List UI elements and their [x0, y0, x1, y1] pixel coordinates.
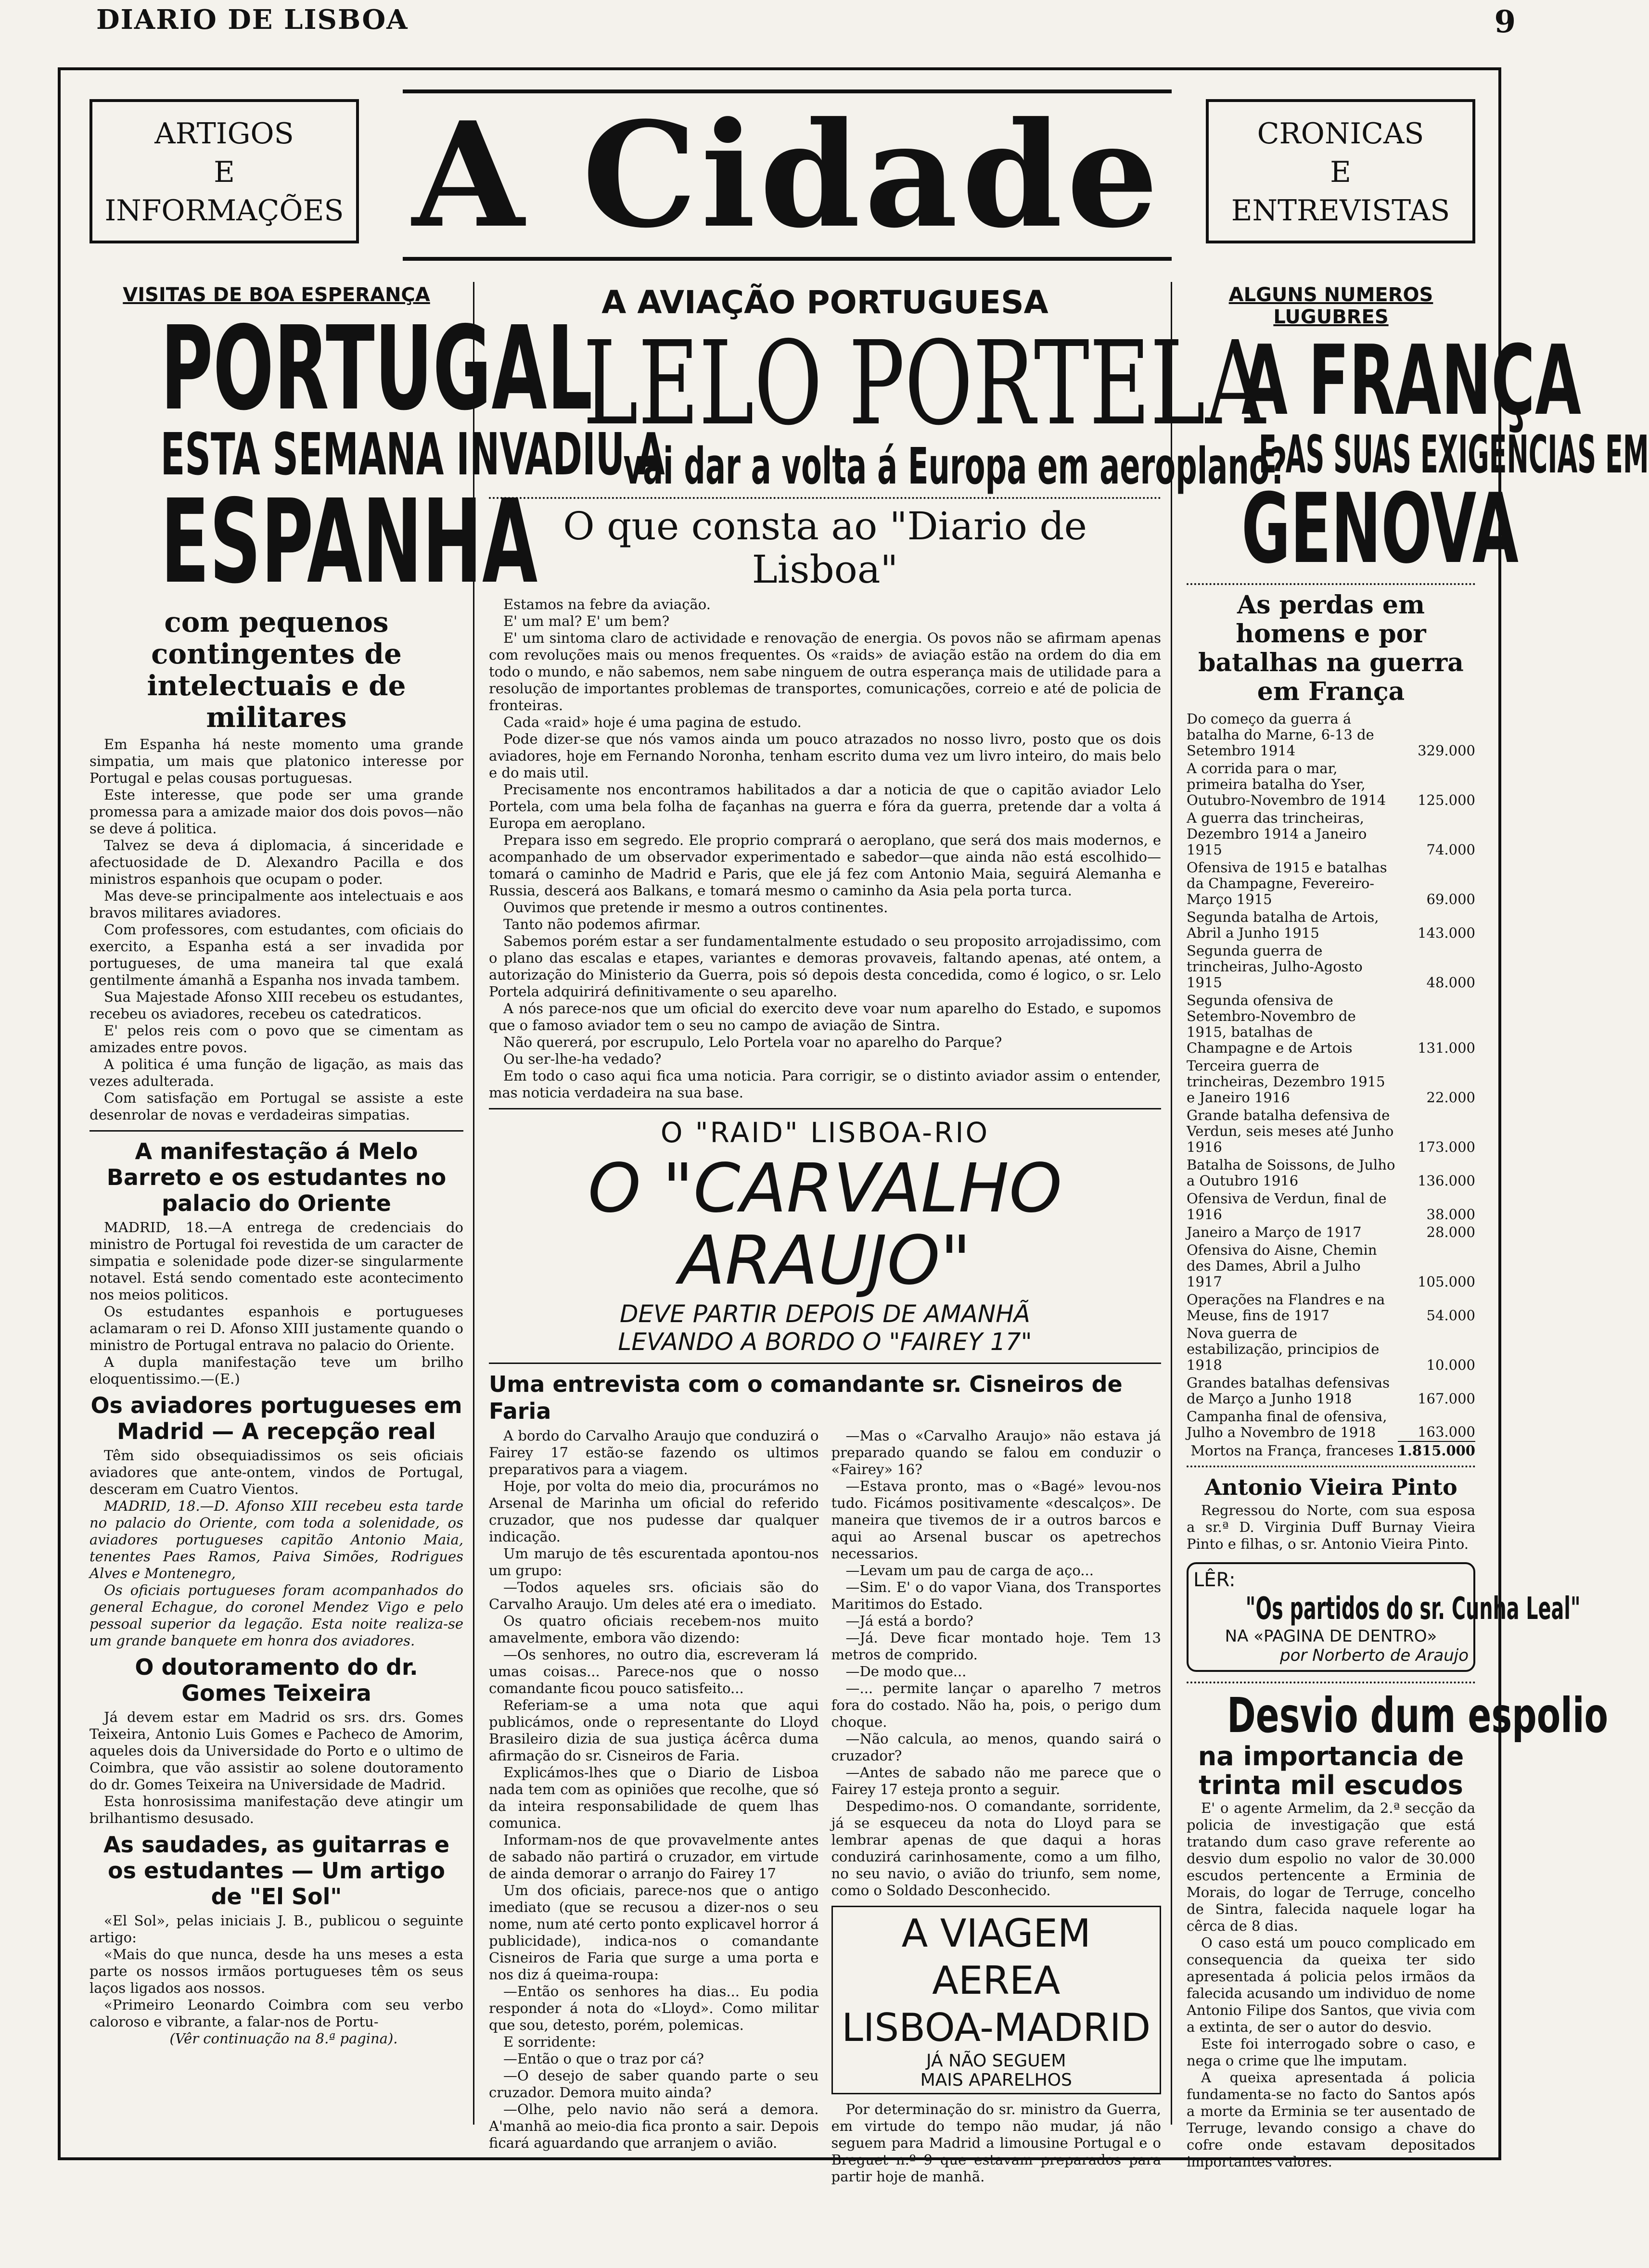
masthead-right-line: E	[1330, 155, 1351, 189]
paragraph: E' um mal? E' um bem?	[503, 613, 670, 629]
loss-period: Segunda guerra de trincheiras, Julho-Agosto 1915	[1187, 943, 1363, 991]
kicker: ALGUNS NUMEROS LUGUBRES	[1228, 284, 1433, 328]
paragraph: —O desejo de saber quando parte o seu cruzador. Demora muito ainda?	[489, 2067, 819, 2101]
paragraph: «El Sol», pelas iniciais J. B., publicou o seguinte artigo:	[89, 1912, 463, 1946]
headline: vai dar a volta á Europa em aeroplano?	[623, 437, 1287, 496]
paragraph: Talvez se deva á diplomacia, á sinceridade e afectuosidade de D. Alexandro Pacilla e dos ministros espanhois que ocupam o poder.	[89, 837, 463, 887]
article-body	[89, 1219, 463, 1388]
article-heading: O doutoramento do dr. Gomes Teixeira	[135, 1654, 418, 1706]
paragraph: —... permite lançar o aparelho 7 metros fora do costado. Não ha, pois, o perigo dum choque.	[831, 1680, 1161, 1730]
headline: ESPANHA	[160, 474, 538, 609]
article-body	[89, 1912, 463, 2047]
paragraph: Um marujo de tês escurentada apontou-nos um grupo:	[489, 1545, 819, 1579]
section-title	[378, 89, 1196, 260]
paragraph: Referiam-se a uma nota que aqui publicámos, onde o representante do Lloyd Brasileiro dizia de sua justiça ácêrca duma afirmação do sr. Cisneiros de Faria.	[489, 1697, 819, 1764]
loss-value: 167.000	[1418, 1390, 1475, 1407]
paragraph: A bordo do Carvalho Araujo que conduzirá o Fairey 17 estão-se fazendo os ultimos preparativos para a viagem.	[489, 1427, 819, 1478]
loss-value: 28.000	[1426, 1224, 1475, 1240]
paragraph: «Mais do que nunca, desde ha uns meses a esta parte os nossos irmãos portugueses têm os seus laços ligados aos nossos.	[89, 1946, 463, 1996]
headline: A FRANÇA	[1241, 325, 1582, 437]
loss-value: 131.000	[1418, 1040, 1475, 1056]
subheadline: DEVE PARTIR DEPOIS DE AMANHÃ	[619, 1300, 1031, 1328]
article-body	[1187, 1800, 1475, 2170]
masthead-right-line: ENTREVISTAS	[1231, 194, 1450, 228]
losses-row	[1187, 1374, 1475, 1408]
headline: LELO PORTELA	[583, 316, 1266, 451]
article-body	[489, 1427, 819, 2185]
losses-row	[1187, 760, 1475, 809]
paragraph: Prepara isso em segredo. Ele proprio comprará o aeroplano, que será dos mais modernos, e acompanhado de um observador experimentado e sabedor—que ainda não está escolhido—tomará o caminho de Madrid e Paris, que ele já fez com Antonio Maia, seguirá Alemanha e Russia, descerá aos Balkans, e tomará mesmo o caminho da Asia pela porta turca.	[489, 832, 1161, 899]
loss-value: 54.000	[1426, 1307, 1475, 1324]
paragraph: Já devem estar em Madrid os srs. drs. Gomes Teixeira, Antonio Luis Gomes e Pacheco de Amorim, aqueles dois da Universidade do Porto e o ultimo de Coimbra, que vão assistir ao solene doutoramento do dr. Gomes Teixeira na Universidade de Madrid.	[89, 1709, 463, 1793]
paragraph: —Não calcula, ao menos, quando sairá o cruzador?	[831, 1731, 1161, 1764]
paragraph: Despedimo-nos. O comandante, sorridente, já se esqueceu da nota do Lloyd para se lembrar apenas de que daqui a horas conduzirá carinhosamente, como a um filho, no seu navio, o avião do triunfo, sem nome, como o Soldado Desconhecido.	[831, 1798, 1161, 1898]
paragraph: A politica é uma função de ligação, as mais das vezes adulterada.	[89, 1056, 463, 1089]
loss-value: 69.000	[1426, 891, 1475, 907]
losses-row	[1187, 1057, 1475, 1107]
newspaper-name: DIARIO DE LISBOA	[96, 4, 409, 36]
divider	[489, 1363, 1161, 1364]
paragraph: —Estava pronto, mas o «Bagé» levou-nos tudo. Ficámos positivamente «descalços». De maneira que tivemos de ir a outros barcos e aqui ao Arsenal buscar os apetrechos necessarios.	[831, 1478, 1161, 1562]
paragraph: Cada «raid» hoje é uma pagina de estudo.	[503, 714, 802, 730]
paragraph: Em todo o caso aqui fica uma noticia. Para corrigir, se o distinto aviador assim o entender, mas noticia verdadeira na sua base.	[489, 1068, 1161, 1101]
article-heading: Uma entrevista com o comandante sr. Cisneiros de Faria	[489, 1371, 1123, 1424]
losses-table	[1187, 710, 1475, 1460]
article-body	[831, 2101, 1162, 2185]
loss-period: Segunda batalha de Artois, Abril a Junho 1915	[1187, 909, 1379, 941]
masthead-left-line: ARTIGOS	[154, 117, 294, 151]
paragraph: —Antes de sabado não me parece que o Fairey 17 esteja pronto a seguir.	[831, 1764, 1161, 1797]
subheadline: MAIS APARELHOS	[920, 2070, 1072, 2090]
paragraph: Ouvimos que pretende ir mesmo a outros continentes.	[503, 899, 888, 916]
losses-row	[1187, 1107, 1475, 1156]
viagem-box	[831, 1906, 1162, 2094]
paragraph: Mas deve-se principalmente aos intelectuais e aos bravos militares aviadores.	[89, 888, 463, 921]
divider	[1187, 1682, 1475, 1683]
article-body	[1187, 1502, 1475, 1553]
loss-period: Campanha final de ofensiva, Julho a Novembro de 1918	[1187, 1408, 1387, 1440]
losses-row	[1187, 1291, 1475, 1325]
paragraph: Este foi interrogado sobre o caso, e nega o crime que lhe imputam.	[1187, 2036, 1475, 2069]
paragraph: Pode dizer-se que nós vamos ainda um pouco atrazados no nosso livro, posto que os dois aviadores, hoje em Fernando Noronha, tenham escrito duma vez um livro inteiro, do mais belo e do mais util.	[489, 731, 1161, 781]
loss-value: 163.000	[1418, 1424, 1475, 1440]
losses-row	[1187, 908, 1475, 942]
divider	[89, 1130, 463, 1132]
paragraph: Com professores, com estudantes, com oficiais do exercito, a Espanha está a ser invadida por portugueses, de uma maneira tal que exalá gentilmente ámanhã a Espanha nos invada tambem.	[89, 921, 463, 988]
paragraph: Os oficiais portugueses foram acompanhados do general Echague, do coronel Mendez Vigo e pelo pessoal superior da legação. Esta noite realiza-se um grande banquete em honra dos aviadores.	[89, 1582, 463, 1649]
masthead-left-box	[89, 99, 359, 243]
divider	[489, 497, 1161, 499]
losses-row	[1187, 1408, 1475, 1441]
paragraph: Tanto não podemos afirmar.	[503, 916, 701, 932]
total-value: 1.815.000	[1397, 1442, 1475, 1459]
paragraph: Estamos na febre da aviação.	[503, 596, 711, 612]
paragraph: Têm sido obsequiadissimos os seis oficiais aviadores que ante-ontem, vindos de Portugal, desceram em Cuatro Vientos.	[89, 1447, 463, 1497]
loss-value: 125.000	[1418, 792, 1475, 808]
paragraph: —Os senhores, no outro dia, escreveram lá umas coisas... Parece-nos que o nosso comandante ficou pouco satisfeito...	[489, 1646, 819, 1696]
paragraph: —Sim. E' o do vapor Viana, dos Transportes Maritimos do Estado.	[831, 1579, 1161, 1612]
paragraph: Sua Majestade Afonso XIII recebeu os estudantes, recebeu os aviadores, recebeu os catedraticos.	[89, 989, 463, 1022]
subheadline: O que consta ao "Diario de Lisboa"	[563, 504, 1087, 592]
losses-row	[1187, 809, 1475, 859]
paragraph: Esta honrosissima manifestação deve atingir um brilhantismo desusado.	[89, 1793, 463, 1826]
loss-value: 136.000	[1418, 1172, 1475, 1189]
paragraph: Os quatro oficiais recebem-nos muito amavelmente, embora vão dizendo:	[489, 1613, 819, 1646]
losses-row	[1187, 942, 1475, 992]
loss-period: Grande batalha defensiva de Verdun, seis meses até Junho 1916	[1187, 1107, 1394, 1155]
article-heading: As saudades, as guitarras e os estudantes — Um artigo de "El Sol"	[103, 1832, 450, 1910]
loss-period: Operações na Flandres e na Meuse, fins de 1917	[1187, 1291, 1385, 1324]
paragraph: O caso está um pouco complicado em consequencia da queixa ter sido apresentada á policia pelos irmãos da falecida acusando um individuo de nome Antonio Filipe dos Santos, que vivia com a extinta, de ser o autor do desvio.	[1187, 1935, 1475, 2035]
total-label: Mortos na França, franceses	[1190, 1442, 1394, 1459]
loss-period: Do começo da guerra á batalha do Marne, 6-13 de Setembro 1914	[1187, 711, 1374, 759]
paragraph: E' um sintoma claro de actividade e renovação de energia. Os povos não se afirmam apenas com revoluções mais ou menos frequentes. Os «raids» de aviação estão na ordem do dia em todo o mundo, e não sabemos, nem sabe ninguem de outra esperança mais de utilidade para a resolução de importantes problemas de transportes, comunicações, correio e até de policia de fronteiras.	[489, 630, 1161, 714]
paragraph: A queixa apresentada á policia fundamenta-se no facto do Santos após a morte da Erminia se ter ausentado de Terruge, levando consigo a chave do cofre onde estavam depositados importantes valores.	[1187, 2069, 1475, 2170]
divider	[1187, 1465, 1475, 1467]
paragraph: A nós parece-nos que um oficial do exercito deve voar num aparelho do Estado, e supomos que o famoso aviador tem o seu no campo de aviação de Sintra.	[489, 1000, 1161, 1033]
subheadline: com pequenos contingentes de intelectuais e de militares	[147, 606, 406, 734]
paragraph: —Todos aqueles srs. oficiais são do Carvalho Araujo. Um deles até era o imediato.	[489, 1579, 819, 1612]
loss-period: Segunda ofensiva de Setembro-Novembro de 1915, batalhas de Champagne e de Artois	[1187, 992, 1356, 1056]
loss-period: A corrida para o mar, primeira batalha do Yser, Outubro-Novembro de 1914	[1187, 760, 1386, 808]
headline: LISBOA-MADRID	[842, 2005, 1151, 2050]
masthead-left-line: INFORMAÇÕES	[104, 194, 344, 228]
continuation-note: (Vêr continuação na 8.ª pagina).	[169, 2030, 398, 2047]
loss-period: Nova guerra de estabilização, principios de 1918	[1187, 1325, 1380, 1373]
masthead-left-line: E	[214, 155, 235, 189]
paragraph: Explicámos-lhes que o Diario de Lisboa nada tem com as opiniões que recolhe, que só da inteira responsabilidade de quem lhas comunica.	[489, 1764, 819, 1831]
losses-row	[1187, 1156, 1475, 1190]
read-title: "Os partidos do sr. Cunha Leal"	[1245, 1591, 1581, 1627]
columns	[89, 282, 1649, 2185]
article-heading: A manifestação á Melo Barreto e os estudantes no palacio do Oriente	[106, 1138, 447, 1216]
page-frame	[58, 67, 1649, 2185]
article-body	[89, 1447, 463, 1649]
paragraph: —De modo que...	[845, 1663, 967, 1680]
subheadline: na importancia de trinta mil escudos	[1198, 1741, 1464, 1800]
paragraph: Ou ser-lhe-ha vedado?	[503, 1051, 662, 1067]
loss-period: Janeiro a Março de 1917	[1187, 1224, 1362, 1240]
loss-value: 74.000	[1426, 841, 1475, 858]
paragraph: —Então os senhores ha dias... Eu podia responder á nota do «Lloyd». Como militar que sou, detesto, porém, polemicas.	[489, 1983, 819, 2033]
paragraph: A dupla manifestação teve um brilho eloquentissimo.—(E.)	[89, 1354, 463, 1387]
article-heading: Antonio Vieira Pinto	[1204, 1474, 1457, 1500]
paragraph: Não quererá, por escrupulo, Lelo Portela voar no aparelho do Parque?	[503, 1034, 1002, 1050]
loss-period: Grandes batalhas defensivas de Março a Junho 1918	[1187, 1375, 1390, 1407]
article-heading: Os aviadores portugueses em Madrid — A recepção real	[90, 1392, 462, 1444]
read-label: LÊR:	[1193, 1569, 1236, 1591]
paragraph: «Primeiro Leonardo Coimbra com seu verbo caloroso e vibrante, a falar-nos de Portu-	[89, 1997, 463, 2030]
losses-row	[1187, 1241, 1475, 1291]
read-box	[1187, 1562, 1581, 1672]
divider	[489, 1108, 1161, 1109]
loss-value: 22.000	[1426, 1089, 1475, 1106]
article-body	[89, 736, 463, 1123]
loss-value: 105.000	[1418, 1274, 1475, 1290]
paragraph: Informam-nos de que provavelmente antes de sabado não partirá o cruzador, em virtude de ainda demorar o arranjo do Fairey 17	[489, 1832, 819, 1882]
paragraph: E' pelos reis com o povo que se cimentam as amizades entre povos.	[89, 1022, 463, 1056]
paragraph: —Mas o «Carvalho Araujo» não estava já preparado quando se falou em conduzir o «Fairey» 16?	[831, 1427, 1161, 1478]
loss-period: Batalha de Soissons, de Julho a Outubro 1916	[1187, 1157, 1395, 1189]
paragraph: Hoje, por volta do meio dia, procurámos no Arsenal de Marinha um oficial do referido cruzador, que nos pudesse dar qualquer indicação.	[489, 1478, 819, 1545]
loss-value: 173.000	[1418, 1139, 1475, 1155]
masthead	[89, 90, 1475, 282]
subheadline: LEVANDO A BORDO O "FAIREY 17"	[618, 1328, 1032, 1356]
paragraph: E sorridente:	[503, 2034, 596, 2050]
loss-value: 48.000	[1426, 974, 1475, 991]
loss-period: Terceira guerra de trincheiras, Dezembro 1915 e Janeiro 1916	[1187, 1058, 1385, 1106]
losses-table-body	[1187, 710, 1475, 1441]
article-body	[489, 596, 1161, 1101]
losses-row	[1187, 992, 1475, 1057]
loss-value: 38.000	[1426, 1206, 1475, 1223]
losses-row	[1187, 1325, 1475, 1374]
subheadline: JÁ NÃO SEGUEM	[926, 2051, 1066, 2071]
headline: A VIAGEM AEREA	[901, 1911, 1091, 2003]
kicker: O "RAID" LISBOA-RIO	[660, 1116, 990, 1149]
loss-value: 10.000	[1426, 1357, 1475, 1373]
paragraph: Por determinação do sr. ministro da Guerra, em virtude do tempo não mudar, já não seguem para Madrid a limousine Portugal e o Breguet n.º 9 que estavam preparados para partir hoje de manhã.	[831, 2101, 1161, 2185]
paragraph: Regressou do Norte, com sua esposa a sr.ª D. Virginia Duff Burnay Vieira Pinto e filhas, o sr. Antonio Vieira Pinto.	[1187, 1502, 1475, 1552]
paragraph: Os estudantes espanhois e portugueses aclamaram o rei D. Afonso XIII justamente quando o ministro de Portugal entrava no palacio do Oriente.	[89, 1303, 463, 1353]
headline: O "CARVALHO ARAUJO"	[588, 1149, 1062, 1300]
paragraph: Um dos oficiais, parece-nos que o antigo imediato (que se recusou a dizer-nos o seu nome, num até certo ponto explicavel horror á publicidade), indica-nos o comandante Cisneiros de Faria que surge a uma porta e nos diz á queima-roupa:	[489, 1882, 819, 1983]
paragraph: Precisamente nos encontramos habilitados a dar a noticia de que o capitão aviador Lelo Portela, com uma bela folha de façanhas na guerra e fóra da guerra, pretende dar a volta á Europa em aeroplano.	[489, 781, 1161, 831]
paragraph: Em Espanha há neste momento uma grande simpatia, um mais que platonico interesse por Portugal e pelas cousas portuguesas.	[89, 736, 463, 786]
paragraph: —Então o que o traz por cá?	[503, 2051, 704, 2067]
headline: E AS SUAS EXIGENCIAS EM	[1259, 425, 1649, 485]
read-where: NA «PAGINA DE DENTRO»	[1225, 1627, 1437, 1646]
kicker: VISITAS DE BOA ESPERANÇA	[123, 284, 430, 306]
losses-row	[1187, 1223, 1475, 1241]
page-header	[48, 4, 1516, 47]
paragraph: E' o agente Armelim, da 2.ª secção da policia de investigação que está tratando dum caso grave referente ao desvio dum espolio no valor de 30.000 escudos pertencente a Erminia de Morais, do logar de Terruge, concelho de Sintra, falecida naquele logar ha cêrca de 8 dias.	[1187, 1800, 1475, 1934]
paragraph: MADRID, 18.—A entrega de credenciais do ministro de Portugal foi revestida de um caracter de simpatia e solenidade pode dizer-se singularmente notavel. Está sendo comentado este acontecimento nos meios politicos.	[89, 1219, 463, 1303]
paragraph: —Levam um pau de carga de aço...	[845, 1562, 1094, 1579]
headline: PORTUGAL	[160, 301, 593, 436]
column-right	[1177, 282, 1649, 2170]
paragraph: —Já está a bordo?	[845, 1613, 973, 1629]
paragraph: MADRID, 18.—D. Afonso XIII recebeu esta tarde no palacio do Oriente, com toda a solenidade, os aviadores portugueses capitão Antonio Maia, tenentes Paes Ramos, Paiva Simões, Rodrigues Alves e Montenegro,	[89, 1498, 463, 1581]
loss-period: Ofensiva do Aisne, Chemin des Dames, Abril a Julho 1917	[1187, 1242, 1377, 1290]
article-body	[89, 1709, 463, 1827]
headline: ESTA SEMANA INVADIU A	[160, 421, 665, 488]
two-column-body	[489, 1427, 1161, 2185]
loss-value: 143.000	[1418, 925, 1475, 941]
read-author: por Norberto de Araujo	[1280, 1646, 1469, 1665]
page-number: 9	[1494, 4, 1516, 40]
subheadline: As perdas em homens e por batalhas na guerra em França	[1198, 590, 1464, 706]
losses-row	[1187, 1190, 1475, 1223]
paragraph: Este interesse, que pode ser uma grande promessa para a amizade maior dos dois povos—não se deve á politica.	[89, 787, 463, 837]
headline: GENOVA	[1241, 473, 1519, 585]
losses-row	[1187, 710, 1475, 760]
loss-period: A guerra das trincheiras, Dezembro 1914 a Janeiro 1915	[1187, 810, 1367, 858]
masthead-right-box	[1206, 99, 1475, 243]
paragraph: —Já. Deve ficar montado hoje. Tem 13 metros de comprido.	[831, 1630, 1161, 1663]
loss-value: 329.000	[1418, 742, 1475, 759]
section-title-text: A Cidade	[403, 89, 1172, 261]
right-subcolumn	[831, 1427, 1162, 2185]
losses-row	[1187, 859, 1475, 908]
paragraph: Com satisfação em Portugal se assiste a este desenrolar de novas e verdadeiras simpatias.	[89, 1090, 463, 1123]
kicker: A AVIAÇÃO PORTUGUESA	[601, 284, 1048, 321]
losses-total-row	[1187, 1441, 1475, 1460]
article-body	[831, 1427, 1162, 1899]
paragraph: Sabemos porém estar a ser fundamentalmente estudado o seu proposito arrojadissimo, com o plano das escalas e etapes, variantes e demoras provaveis, faltando apenas, até ontem, a autorização do Ministerio da Guerra, pois só depois desta concedida, como é logico, o sr. Lelo Portela adquirirá definitivamente o seu aparelho.	[489, 933, 1161, 1000]
paragraph: —Olhe, pelo navio não será a demora. A'manhã ao meio-dia fica pronto a sair. Depois ficará aguardando que arranjem o avião.	[489, 2101, 819, 2151]
headline: Desvio dum espolio	[1227, 1687, 1608, 1744]
loss-period: Ofensiva de Verdun, final de 1916	[1187, 1190, 1387, 1223]
masthead-right-line: CRONICAS	[1257, 117, 1424, 151]
loss-period: Ofensiva de 1915 e batalhas da Champagne, Fevereiro-Março 1915	[1187, 859, 1387, 907]
